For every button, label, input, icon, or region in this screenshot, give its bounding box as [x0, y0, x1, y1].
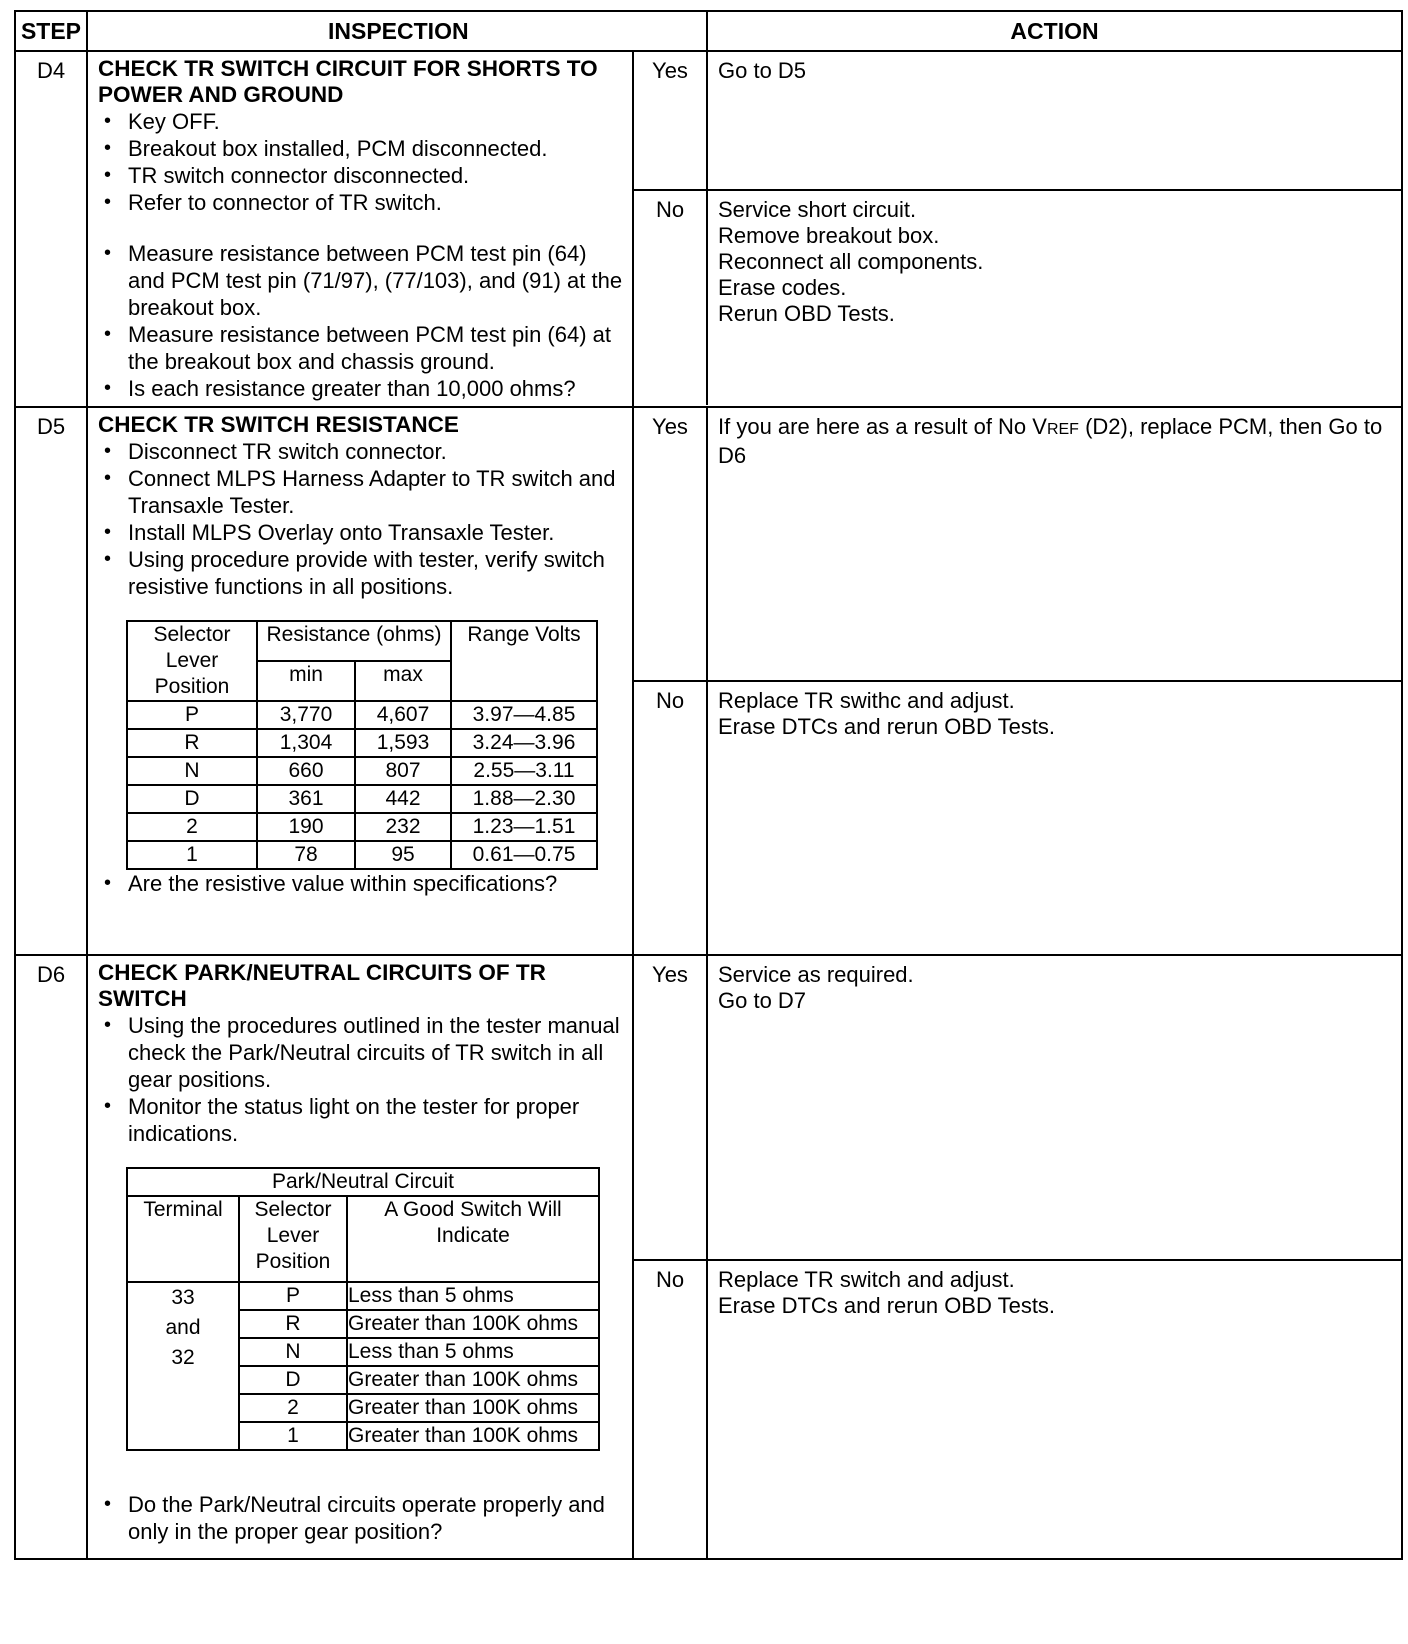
- list-item: • TR switch connector disconnected.: [128, 162, 624, 189]
- action-text: If you are here as a result of No V: [718, 414, 1047, 439]
- col-header-selector: Selector Lever Position: [239, 1196, 347, 1282]
- result-cell: [633, 955, 1402, 1559]
- table-cell: D: [239, 1366, 347, 1394]
- inspection-cell: [87, 955, 633, 1559]
- yes-label: Yes: [634, 956, 708, 1259]
- table-row: [127, 757, 597, 785]
- list-item: • Measure resistance between PCM test pin (64) and PCM test pin (71/97), (77/103), and (91) at the breakout box.: [128, 240, 624, 321]
- terminal-line: 33: [171, 1286, 195, 1309]
- list-item: • Using the procedures outlined in the tester manual check the Park/Neutral circuits of TR switch in all gear positions.: [128, 1012, 624, 1093]
- step-id: D4: [15, 51, 87, 407]
- col-header-terminal: Terminal: [127, 1196, 239, 1282]
- no-label: No: [634, 191, 708, 405]
- col-header-min: min: [257, 661, 355, 701]
- table-cell: Greater than 100K ohms: [347, 1310, 599, 1338]
- table-cell: 95: [355, 841, 451, 869]
- action-text: (D2), replace PCM, then Go to D6: [718, 414, 1383, 468]
- list-item: • Refer to connector of TR switch.: [128, 189, 624, 216]
- col-header-range: Range Volts: [451, 621, 597, 701]
- yes-action: Go to D5: [718, 58, 807, 83]
- action-line: Erase DTCs and rerun OBD Tests.: [718, 1293, 1056, 1318]
- table-cell: 1,304: [257, 729, 355, 757]
- table-cell: 3.97—4.85: [451, 701, 597, 729]
- list-item: • Using procedure provide with tester, verify switch resistive functions in all positions.: [128, 546, 624, 600]
- table-cell: Greater than 100K ohms: [347, 1422, 599, 1450]
- diagnostic-table: [14, 10, 1403, 1560]
- header-row: [15, 11, 1402, 51]
- action-line: Service as required.: [718, 962, 914, 987]
- table-row: [127, 785, 597, 813]
- step-row-d6: [15, 955, 1402, 1559]
- no-label: No: [634, 682, 708, 954]
- list-item: • Key OFF.: [128, 108, 624, 135]
- no-label: No: [634, 1261, 708, 1558]
- no-branch: [634, 1261, 1401, 1558]
- action-line: Replace TR swithc and adjust.: [718, 688, 1015, 713]
- table-cell: N: [239, 1338, 347, 1366]
- action-subscript: REF: [1046, 421, 1079, 438]
- step-title: CHECK TR SWITCH CIRCUIT FOR SHORTS TO POWER AND GROUND: [98, 56, 598, 107]
- table-row: [127, 1282, 599, 1310]
- table-cell: D: [127, 785, 257, 813]
- table-cell: 3.24—3.96: [451, 729, 597, 757]
- list-item: • Breakout box installed, PCM disconnected.: [128, 135, 624, 162]
- table-cell: Greater than 100K ohms: [347, 1366, 599, 1394]
- table-cell: P: [127, 701, 257, 729]
- bullet-list: [98, 1012, 624, 1147]
- bullet-list: [98, 870, 624, 897]
- table-cell: 3,770: [257, 701, 355, 729]
- step-title: CHECK TR SWITCH RESISTANCE: [98, 412, 459, 437]
- no-branch: [634, 682, 1401, 954]
- action-line: Service short circuit.: [718, 197, 917, 222]
- table-cell: 442: [355, 785, 451, 813]
- step-row-d5: [15, 407, 1402, 955]
- yes-action: [708, 408, 1401, 680]
- header-inspection: INSPECTION: [87, 11, 707, 51]
- terminal-line: and: [165, 1316, 201, 1339]
- table-cell: 2.55—3.11: [451, 757, 597, 785]
- table-cell: 361: [257, 785, 355, 813]
- action-line: Reconnect all components.: [718, 249, 984, 274]
- table-cell: 1.23—1.51: [451, 813, 597, 841]
- no-action: [708, 1261, 1401, 1558]
- list-item: • Do the Park/Neutral circuits operate properly and only in the proper gear position?: [128, 1491, 624, 1545]
- bullet-list: [98, 1491, 624, 1545]
- list-item: • Are the resistive value within specifications?: [128, 870, 624, 897]
- table-cell: 0.61—0.75: [451, 841, 597, 869]
- table-caption: Park/Neutral Circuit: [127, 1168, 599, 1196]
- resistance-table: [126, 620, 598, 870]
- bullet-list: [98, 108, 624, 402]
- list-item: • Is each resistance greater than 10,000 ohms?: [128, 375, 624, 402]
- step-id: D5: [15, 407, 87, 955]
- no-action: [708, 191, 1401, 405]
- table-cell: Greater than 100K ohms: [347, 1394, 599, 1422]
- table-cell: 190: [257, 813, 355, 841]
- list-item: • Install MLPS Overlay onto Transaxle Tester.: [128, 519, 624, 546]
- yes-label: Yes: [634, 408, 708, 680]
- terminal-line: 32: [171, 1346, 195, 1369]
- table-cell: R: [127, 729, 257, 757]
- action-line: Erase DTCs and rerun OBD Tests.: [718, 714, 1056, 739]
- table-cell: P: [239, 1282, 347, 1310]
- action-line: Rerun OBD Tests.: [718, 301, 895, 326]
- col-header-max: max: [355, 661, 451, 701]
- no-branch: [634, 191, 1401, 405]
- table-cell: 4,607: [355, 701, 451, 729]
- park-neutral-table: [126, 1167, 600, 1451]
- terminal-cell: [127, 1282, 239, 1450]
- result-cell: [633, 407, 1402, 955]
- step-id: D6: [15, 955, 87, 1559]
- inspection-cell: [87, 407, 633, 955]
- table-cell: Less than 5 ohms: [347, 1282, 599, 1310]
- action-line: Go to D7: [718, 988, 807, 1013]
- header-step: STEP: [15, 11, 87, 51]
- table-cell: 807: [355, 757, 451, 785]
- list-item: • Measure resistance between PCM test pin (64) at the breakout box and chassis ground.: [128, 321, 624, 375]
- table-cell: 2: [127, 813, 257, 841]
- table-row: [127, 729, 597, 757]
- col-header-selector: Selector Lever Position: [127, 621, 257, 701]
- table-cell: 1,593: [355, 729, 451, 757]
- table-row: [127, 701, 597, 729]
- yes-action: [708, 956, 1401, 1259]
- inspection-cell: [87, 51, 633, 407]
- table-cell: N: [127, 757, 257, 785]
- action-line: Erase codes.: [718, 275, 847, 300]
- yes-label: Yes: [634, 52, 708, 189]
- table-cell: 232: [355, 813, 451, 841]
- table-row: [127, 813, 597, 841]
- table-cell: Less than 5 ohms: [347, 1338, 599, 1366]
- step-title: CHECK PARK/NEUTRAL CIRCUITS OF TR SWITCH: [98, 960, 546, 1011]
- table-cell: 1.88—2.30: [451, 785, 597, 813]
- table-cell: 660: [257, 757, 355, 785]
- yes-branch: [634, 52, 1401, 191]
- table-cell: 1: [239, 1422, 347, 1450]
- table-cell: 78: [257, 841, 355, 869]
- header-action: ACTION: [707, 11, 1402, 51]
- action-line: Replace TR switch and adjust.: [718, 1267, 1015, 1292]
- no-action: [708, 682, 1401, 954]
- list-item: • Monitor the status light on the tester for proper indications.: [128, 1093, 624, 1147]
- table-row: [127, 841, 597, 869]
- diagnostic-page: [14, 10, 1401, 1640]
- yes-branch: [634, 408, 1401, 682]
- list-item: • Disconnect TR switch connector.: [128, 438, 624, 465]
- table-cell: 2: [239, 1394, 347, 1422]
- step-row-d4: [15, 51, 1402, 407]
- action-line: Remove breakout box.: [718, 223, 940, 248]
- result-cell: [633, 51, 1402, 407]
- table-cell: R: [239, 1310, 347, 1338]
- col-header-indicate: A Good Switch Will Indicate: [347, 1196, 599, 1282]
- bullet-list: [98, 438, 624, 600]
- col-header-resistance: Resistance (ohms): [257, 621, 451, 661]
- list-item: • Connect MLPS Harness Adapter to TR switch and Transaxle Tester.: [128, 465, 624, 519]
- yes-branch: [634, 956, 1401, 1261]
- table-cell: 1: [127, 841, 257, 869]
